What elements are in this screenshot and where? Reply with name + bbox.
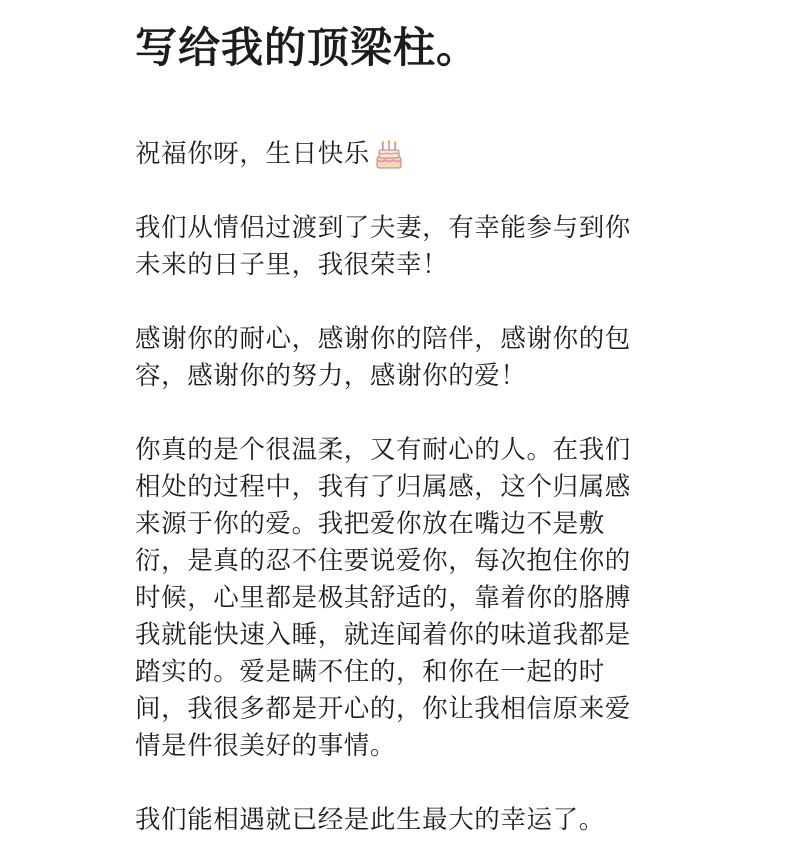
birthday-cake-icon [374,140,404,170]
paragraph-line: 衍，是真的忍不住要说爱你，每次抱住你的 [135,546,631,576]
paragraph-line: 相处的过程中，我有了归属感，这个归属感 [135,472,631,502]
paragraph-line: 你真的是个很温柔，又有耐心的人。在我们 [135,435,631,465]
paragraph-line: 我就能快速入睡，就连闻着你的味道我都是 [135,620,631,650]
paragraph-line: 来源于你的爱。我把爱你放在嘴边不是敷 [135,509,605,539]
paragraph-line: 情是件很美好的事情。 [135,731,397,761]
paragraph-line: 我们从情侣过渡到了夫妻，有幸能参与到你 [135,213,631,243]
paragraph-line: 感谢你的耐心，感谢你的陪伴，感谢你的包 [135,324,631,354]
paragraph-line: 容，感谢你的努力，感谢你的爱！ [135,361,527,391]
paragraph-3 [135,432,695,765]
paragraph-1 [135,210,695,284]
paragraph-line: 时候，心里都是极其舒适的，靠着你的胳膊 [135,583,631,613]
page-title: 写给我的顶梁柱。 [135,23,480,72]
paragraph-line: 我们能相遇就已经是此生最大的幸运了。 [135,805,605,835]
paragraph-2 [135,321,695,395]
letter [135,18,695,839]
paragraph-line: 未来的日子里，我很荣幸！ [135,250,449,280]
paragraph-line: 踏实的。爱是瞒不住的，和你在一起的时 [135,657,605,687]
greeting-line [135,136,695,173]
paragraph-4 [135,802,695,839]
greeting-text: 祝福你呀，生日快乐 [135,139,370,169]
paragraph-line: 间，我很多都是开心的，你让我相信原来爱 [135,694,631,724]
